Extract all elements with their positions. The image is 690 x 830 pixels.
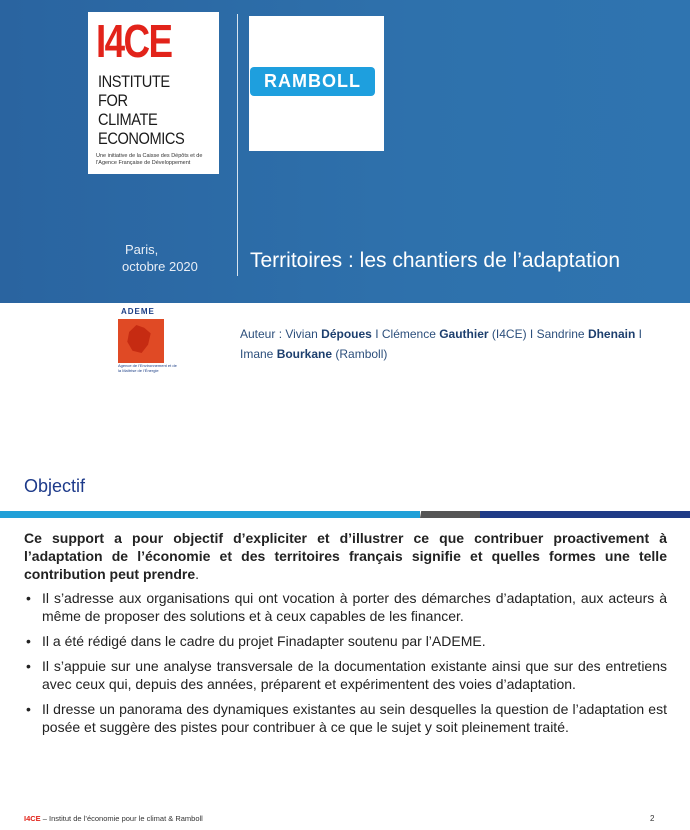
section-title: Objectif [24,476,86,496]
date: octobre 2020 [122,259,198,274]
i4ce-logo-word: CLIMATE [98,110,158,129]
author-line [240,324,660,364]
page-title: Territoires : les chantiers de l’adaptation [250,249,621,272]
author-name: Dépoues [321,327,372,341]
france-map-icon [126,325,152,353]
bullet-icon: • [26,590,31,606]
i4ce-logo [88,12,219,174]
ademe-logo [118,307,177,375]
i4ce-logo-word: ECONOMICS [98,129,185,148]
objective-body [24,529,667,743]
footer-brand: I4CE [24,814,41,823]
ademe-logo-caption: Agence de l'Environnement et de la Maîtrise de l'Énergie [118,363,177,373]
author-name: Bourkane [276,347,333,361]
section-rule-navy [480,511,690,518]
list-item-text: Il s’adresse aux organisations qui ont vocation à porter des démarches d’adaptation, aux acteurs à même de proposer des solutions et à ceux capables de les financer. [42,590,667,624]
ademe-logo-name: ADEME [121,307,155,316]
bullet-icon: • [26,658,31,674]
list-item [24,632,667,650]
i4ce-logo-words [98,72,199,148]
ramboll-logo-pill [250,67,375,96]
bullet-icon: • [26,633,31,649]
ademe-logo-square [118,319,164,363]
author-name: Gauthier [439,327,489,341]
title-banner [0,0,690,303]
banner-divider [237,14,238,276]
objective-bullets [24,589,667,736]
list-item-text: Il dresse un panorama des dynamiques existantes au sein desquelles la question de l’adaptation est posée et suggère des pistes pour contribuer à ce que le sujet y soit pleinement traité. [42,701,667,735]
author-name: Dhenain [587,327,636,341]
author-separator: I Clémence [371,327,440,341]
footer [24,814,203,823]
list-item [24,589,667,625]
author-affiliation: (I4CE) I Sandrine [488,327,588,341]
author-affiliation: (Ramboll) [332,347,388,361]
section-rule-grey [420,511,480,518]
i4ce-logo-mark: I4CE [96,15,172,67]
author-prefix: Auteur : Vivian [240,327,322,341]
footer-text: – Institut de l’économie pour le climat & Ramboll [40,814,203,823]
list-item [24,700,667,736]
objective-lead [24,529,667,583]
objective-lead-bold: Ce support a pour objectif d’expliciter et d’illustrer ce que contribuer proactivement à l’adaptation de l’économie et des territoires français signifie et quelles formes une telle contribution peut prendre [24,530,667,582]
list-item-text: Il s’appuie sur une analyse transversale de la documentation existante ainsi que sur des entretiens avec ceux qui, depuis des années, préparent et expérimentent des voies d’adaptation. [42,658,667,692]
i4ce-logo-subtitle: Une initiative de la Caisse des Dépôts et de l'Agence Française de Développement [96,153,203,166]
page-number: 2 [650,814,655,823]
ramboll-logo [249,16,384,151]
place: Paris, [125,242,159,257]
i4ce-logo-word: INSTITUTE FOR [98,72,170,110]
author-separator: I Imane [240,327,642,361]
place-date [122,241,222,275]
bullet-icon: • [26,701,31,717]
objective-lead-end: . [195,566,199,582]
ramboll-logo-text: RAMBOLL [264,71,361,91]
section-rule-blue [0,511,420,518]
list-item [24,657,667,693]
list-item-text: Il a été rédigé dans le cadre du projet Finadapter soutenu par l’ADEME. [42,633,486,649]
